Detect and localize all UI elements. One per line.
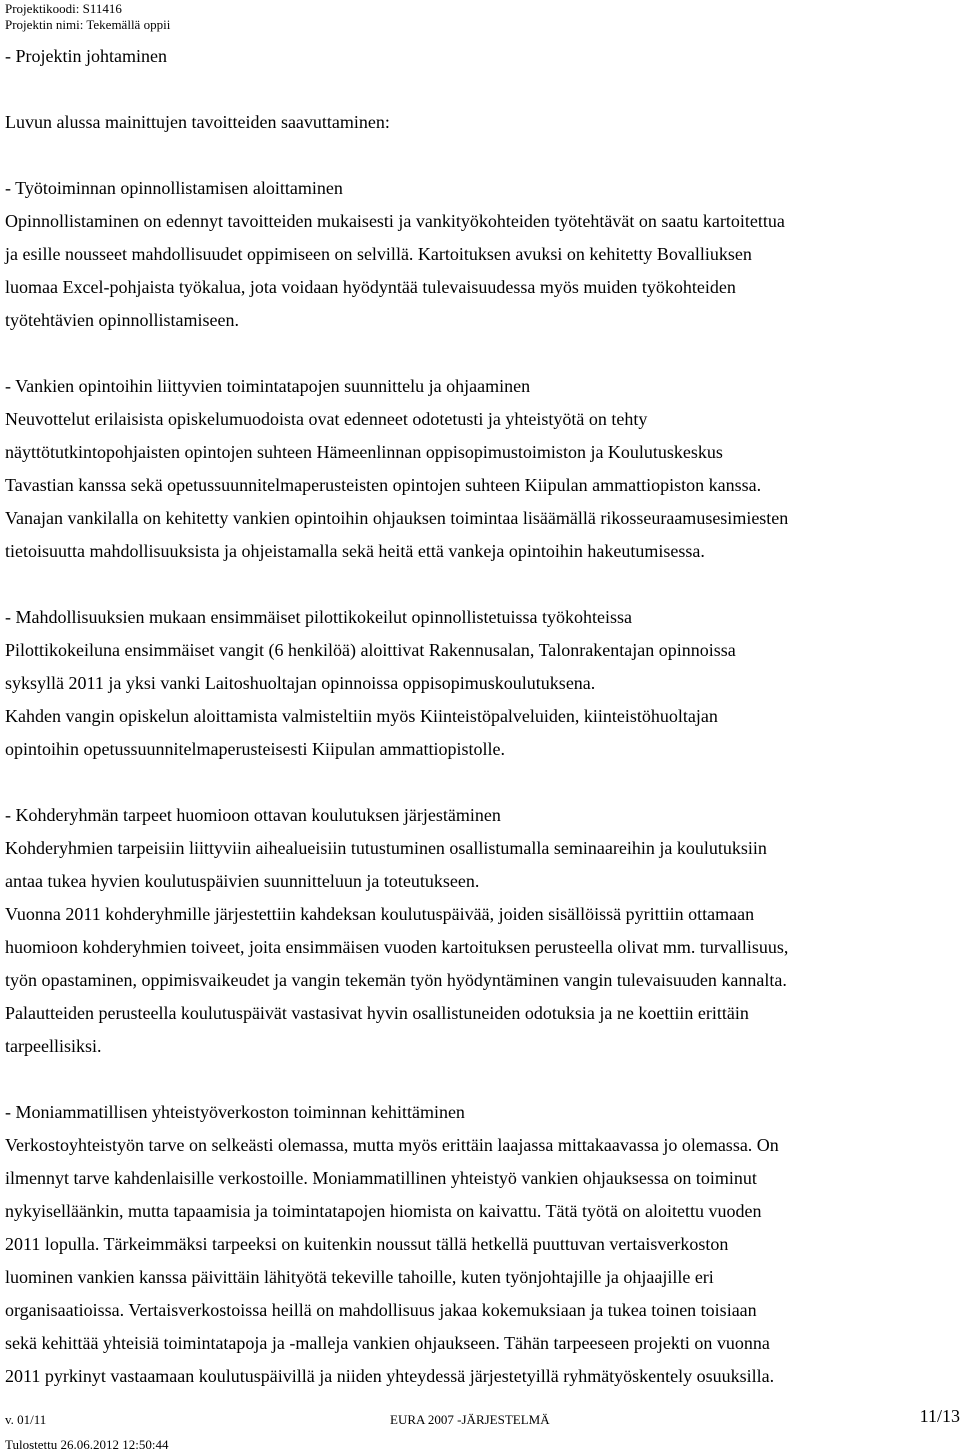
section-heading-line: - Kohderyhmän tarpeet huomioon ottavan koulutuksen järjestäminen	[5, 805, 501, 825]
section-6	[5, 1096, 955, 1393]
text-line: antaa tukea hyvien koulutuspäivien suunnitteluun ja toteutukseen.	[5, 871, 480, 891]
text-line: työn opastaminen, oppimisvaikeudet ja vangin tekemän työn hyödyntäminen vangin tulevaisuuden kannalta.	[5, 970, 787, 990]
page-number: 11/13	[919, 1406, 960, 1426]
section-heading-line: - Moniammatillisen yhteistyöverkoston toiminnan kehittäminen	[5, 1102, 465, 1122]
text-line: ja esille nousseet mahdollisuudet oppimiseen on selvillä. Kartoituksen avuksi on kehitetty Bovalliuksen	[5, 244, 752, 264]
text-line: Kohderyhmien tarpeisiin liittyviin aihealueisiin tutustuminen osallistumalla seminaareihin ja koulutuksiin	[5, 838, 767, 858]
text-line: Vuonna 2011 kohderyhmille järjestettiin kahdeksan koulutuspäivää, joiden sisällöissä pyrittiin ottamaan	[5, 904, 755, 924]
text-line: Kahden vangin opiskelun aloittamista valmisteltiin myös Kiinteistöpalveluiden, kiinteistöhuoltajan	[5, 706, 718, 726]
text-line: 2011 lopulla. Tärkeimmäksi tarpeeksi on kuitenkin noussut tällä hetkellä puuttuvan vertaisverkoston	[5, 1234, 729, 1254]
text-line: opintoihin opetussuunnitelmaperusteisesti Kiipulan ammattiopistolle.	[5, 739, 505, 759]
paragraph-gap	[5, 766, 955, 799]
text-line: syksyllä 2011 ja yksi vanki Laitoshuoltajan opinnoissa oppisopimuskoulutuksena.	[5, 673, 596, 693]
project-code: Projektikoodi: S11416	[5, 1, 122, 16]
section-heading-line: - Mahdollisuuksien mukaan ensimmäiset pilottikokeilut opinnollistetuissa työkohteissa	[5, 607, 632, 627]
text-line: 2011 pyrkinyt vastaamaan koulutuspäivillä ja niiden yhteydessä järjestetyillä ryhmätyöskentely osuuksilla.	[5, 1366, 775, 1386]
text-line: ilmennyt tarve kahdenlaisille verkostoille. Moniammatillinen yhteistyö vankien ohjauksessa on toiminut	[5, 1168, 757, 1188]
section-3	[5, 370, 955, 568]
text-line: Palautteiden perusteella koulutuspäivät vastasivat hyvin osallistuneiden odotuksia ja ne koettiin erittäin	[5, 1003, 749, 1023]
section-heading-line: - Projektin johtaminen	[5, 46, 167, 66]
paragraph-gap	[5, 568, 955, 601]
text-line: Neuvottelut erilaisista opiskelumuodoista ovat edenneet odotetusti ja yhteistyötä on tehty	[5, 409, 648, 429]
text-line: Pilottikokeiluna ensimmäiset vangit (6 henkilöä) aloittivat Rakennusalan, Talonrakentajan opinnoissa	[5, 640, 736, 660]
section-1	[5, 106, 955, 139]
text-line: tarpeellisiksi.	[5, 1036, 102, 1056]
paragraph-gap	[5, 337, 955, 370]
text-line: Vanajan vankilalla on kehitetty vankien opintoihin ohjauksen toimintaa lisäämällä rikosseuraamusesimiesten	[5, 508, 789, 528]
text-line: luominen vankien kanssa päivittäin lähityötä tekeville tahoille, kuten työnjohtajille ja ohjaajille eri	[5, 1267, 714, 1287]
project-name: Projektin nimi: Tekemällä oppii	[5, 17, 171, 32]
printed-timestamp: Tulostettu 26.06.2012 12:50:44	[5, 1437, 169, 1452]
section-2	[5, 172, 955, 337]
section-4	[5, 601, 955, 766]
paragraph-gap	[5, 139, 955, 172]
text-line: työtehtävien opinnollistamiseen.	[5, 310, 239, 330]
text-line: Opinnollistaminen on edennyt tavoitteiden mukaisesti ja vankityökohteiden työtehtävät on saatu kartoitettua	[5, 211, 785, 231]
text-line: huomioon kohderyhmien toiveet, joita ensimmäisen vuoden kartoituksen perusteella olivat mm. turvallisuus,	[5, 937, 789, 957]
section-5	[5, 799, 955, 1063]
text-line: tietoisuutta mahdollisuuksista ja ohjeistamalla sekä heitä että vankeja opintoihin hakeutumisessa.	[5, 541, 705, 561]
footer-version: v. 01/11	[5, 1412, 47, 1427]
section-0	[5, 40, 955, 73]
text-line: nykyiselläänkin, mutta tapaamisia ja toimintatapojen hiomista on kaivattu. Tätä työtä on aloitettu vuoden	[5, 1201, 762, 1221]
text-line: Tavastian kanssa sekä opetussuunnitelmaperusteisten opintojen suhteen Kiipulan ammattiopiston kanssa.	[5, 475, 762, 495]
paragraph-gap	[5, 1063, 955, 1096]
footer-system: EURA 2007 -JÄRJESTELMÄ	[390, 1412, 550, 1427]
text-line: sekä kehittää yhteisiä toimintatapoja ja -malleja vankien ohjaukseen. Tähän tarpeeseen projekti on vuonna	[5, 1333, 770, 1353]
section-heading-line: - Vankien opintoihin liittyvien toimintatapojen suunnittelu ja ohjaaminen	[5, 376, 531, 396]
text-line: luomaa Excel-pohjaista työkalua, jota voidaan hyödyntää tulevaisuudessa myös muiden työkohteiden	[5, 277, 736, 297]
section-heading-line: Luvun alussa mainittujen tavoitteiden saavuttaminen:	[5, 112, 390, 132]
text-line: Verkostoyhteistyön tarve on selkeästi olemassa, mutta myös erittäin laajassa mittakaavassa jo olemassa. On	[5, 1135, 779, 1155]
text-line: näyttötutkintopohjaisten opintojen suhteen Hämeenlinnan oppisopimustoimiston ja Koulutuskeskus	[5, 442, 723, 462]
text-line: organisaatioissa. Vertaisverkostoissa heillä on mahdollisuus jakaa kokemuksiaan ja tukea toinen toisiaan	[5, 1300, 757, 1320]
paragraph-gap	[5, 73, 955, 106]
section-heading-line: - Työtoiminnan opinnollistamisen aloittaminen	[5, 178, 343, 198]
document-body	[5, 40, 955, 1393]
